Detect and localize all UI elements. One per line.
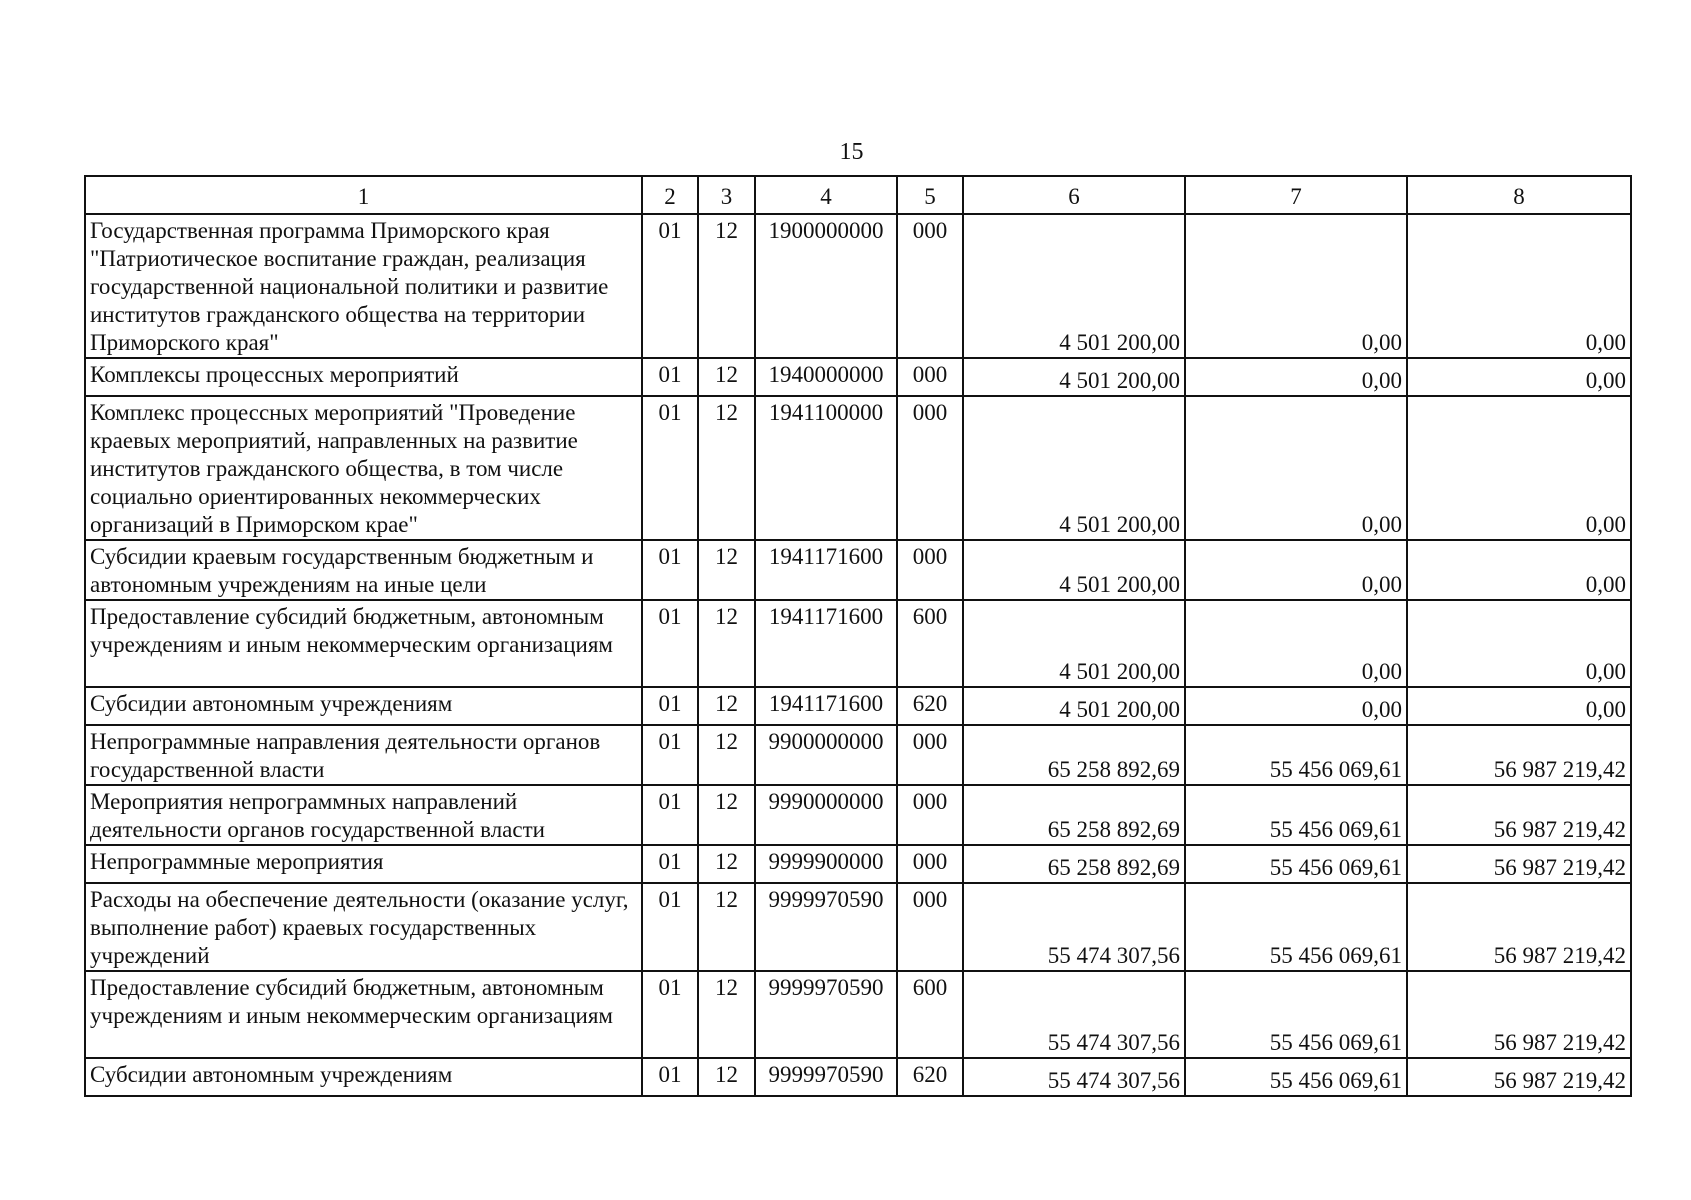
row-name: Предоставление субсидий бюджетным, автономным учреждениям и иным некоммерческим организациям [85, 600, 642, 687]
amount-col-6: 65 258 892,69 [963, 845, 1185, 883]
row-name: Государственная программа Приморского края "Патриотическое воспитание граждан, реализация государственной национальной политики и развитие институтов гражданского общества на территории Приморского края" [85, 214, 642, 358]
column-header-7: 7 [1185, 176, 1407, 214]
table-row [85, 396, 1631, 540]
target-article-code: 1941171600 [755, 540, 897, 600]
row-name: Предоставление субсидий бюджетным, автономным учреждениям и иным некоммерческим организациям [85, 971, 642, 1058]
section-code: 01 [642, 845, 698, 883]
subsection-code: 12 [698, 540, 755, 600]
expense-type-code: 000 [897, 214, 963, 358]
amount-col-7: 0,00 [1185, 687, 1407, 725]
table-row [85, 971, 1631, 1058]
expense-type-code: 600 [897, 971, 963, 1058]
expense-type-code: 620 [897, 687, 963, 725]
subsection-code: 12 [698, 358, 755, 396]
section-code: 01 [642, 396, 698, 540]
column-header-5: 5 [897, 176, 963, 214]
section-code: 01 [642, 600, 698, 687]
section-code: 01 [642, 785, 698, 845]
amount-col-6: 65 258 892,69 [963, 785, 1185, 845]
row-name: Непрограммные мероприятия [85, 845, 642, 883]
section-code: 01 [642, 214, 698, 358]
expense-type-code: 600 [897, 600, 963, 687]
subsection-code: 12 [698, 687, 755, 725]
row-name: Субсидии краевым государственным бюджетным и автономным учреждениям на иные цели [85, 540, 642, 600]
amount-col-7: 0,00 [1185, 540, 1407, 600]
column-header-6: 6 [963, 176, 1185, 214]
table-row [85, 358, 1631, 396]
subsection-code: 12 [698, 883, 755, 971]
table-row [85, 845, 1631, 883]
subsection-code: 12 [698, 845, 755, 883]
subsection-code: 12 [698, 214, 755, 358]
column-header-1: 1 [85, 176, 642, 214]
amount-col-6: 4 501 200,00 [963, 687, 1185, 725]
subsection-code: 12 [698, 971, 755, 1058]
table-row [85, 785, 1631, 845]
amount-col-7: 55 456 069,61 [1185, 971, 1407, 1058]
amount-col-7: 55 456 069,61 [1185, 883, 1407, 971]
expense-type-code: 000 [897, 358, 963, 396]
amount-col-8: 56 987 219,42 [1407, 845, 1631, 883]
amount-col-6: 55 474 307,56 [963, 883, 1185, 971]
amount-col-7: 55 456 069,61 [1185, 845, 1407, 883]
amount-col-7: 55 456 069,61 [1185, 725, 1407, 785]
expense-type-code: 620 [897, 1058, 963, 1096]
row-name: Субсидии автономным учреждениям [85, 687, 642, 725]
column-header-8: 8 [1407, 176, 1631, 214]
header-row [85, 176, 1631, 214]
amount-col-8: 0,00 [1407, 396, 1631, 540]
target-article-code: 9999970590 [755, 971, 897, 1058]
subsection-code: 12 [698, 1058, 755, 1096]
amount-col-8: 0,00 [1407, 358, 1631, 396]
expense-type-code: 000 [897, 785, 963, 845]
subsection-code: 12 [698, 600, 755, 687]
amount-col-7: 0,00 [1185, 214, 1407, 358]
target-article-code: 9999970590 [755, 883, 897, 971]
section-code: 01 [642, 358, 698, 396]
subsection-code: 12 [698, 725, 755, 785]
amount-col-8: 0,00 [1407, 600, 1631, 687]
amount-col-8: 56 987 219,42 [1407, 785, 1631, 845]
amount-col-7: 55 456 069,61 [1185, 1058, 1407, 1096]
amount-col-8: 0,00 [1407, 687, 1631, 725]
subsection-code: 12 [698, 396, 755, 540]
section-code: 01 [642, 540, 698, 600]
table-row [85, 687, 1631, 725]
row-name: Субсидии автономным учреждениям [85, 1058, 642, 1096]
amount-col-8: 56 987 219,42 [1407, 1058, 1631, 1096]
row-name: Комплексы процессных мероприятий [85, 358, 642, 396]
table-row [85, 725, 1631, 785]
amount-col-8: 0,00 [1407, 214, 1631, 358]
column-header-3: 3 [698, 176, 755, 214]
expense-type-code: 000 [897, 845, 963, 883]
expense-type-code: 000 [897, 396, 963, 540]
column-header-4: 4 [755, 176, 897, 214]
target-article-code: 1940000000 [755, 358, 897, 396]
section-code: 01 [642, 725, 698, 785]
amount-col-6: 55 474 307,56 [963, 971, 1185, 1058]
row-name: Комплекс процессных мероприятий "Проведение краевых мероприятий, направленных на развитие институтов гражданского общества, в том числе социально ориентированных некоммерческих организаций в Приморском крае" [85, 396, 642, 540]
amount-col-6: 4 501 200,00 [963, 540, 1185, 600]
amount-col-8: 56 987 219,42 [1407, 725, 1631, 785]
table-row [85, 600, 1631, 687]
amount-col-7: 55 456 069,61 [1185, 785, 1407, 845]
amount-col-6: 4 501 200,00 [963, 358, 1185, 396]
target-article-code: 1941171600 [755, 687, 897, 725]
expense-type-code: 000 [897, 883, 963, 971]
row-name: Непрограммные направления деятельности органов государственной власти [85, 725, 642, 785]
section-code: 01 [642, 971, 698, 1058]
table-row [85, 540, 1631, 600]
amount-col-6: 4 501 200,00 [963, 396, 1185, 540]
target-article-code: 1941100000 [755, 396, 897, 540]
amount-col-8: 56 987 219,42 [1407, 883, 1631, 971]
column-header-2: 2 [642, 176, 698, 214]
target-article-code: 9990000000 [755, 785, 897, 845]
section-code: 01 [642, 1058, 698, 1096]
section-code: 01 [642, 687, 698, 725]
target-article-code: 1900000000 [755, 214, 897, 358]
page-number: 15 [839, 139, 864, 165]
target-article-code: 9999900000 [755, 845, 897, 883]
expense-type-code: 000 [897, 540, 963, 600]
amount-col-8: 56 987 219,42 [1407, 971, 1631, 1058]
amount-col-6: 65 258 892,69 [963, 725, 1185, 785]
amount-col-8: 0,00 [1407, 540, 1631, 600]
section-code: 01 [642, 883, 698, 971]
target-article-code: 9900000000 [755, 725, 897, 785]
table-row [85, 883, 1631, 971]
row-name: Мероприятия непрограммных направлений деятельности органов государственной власти [85, 785, 642, 845]
amount-col-7: 0,00 [1185, 358, 1407, 396]
table-row [85, 214, 1631, 358]
amount-col-7: 0,00 [1185, 600, 1407, 687]
amount-col-7: 0,00 [1185, 396, 1407, 540]
subsection-code: 12 [698, 785, 755, 845]
target-article-code: 9999970590 [755, 1058, 897, 1096]
amount-col-6: 55 474 307,56 [963, 1058, 1185, 1096]
amount-col-6: 4 501 200,00 [963, 600, 1185, 687]
amount-col-6: 4 501 200,00 [963, 214, 1185, 358]
row-name: Расходы на обеспечение деятельности (оказание услуг, выполнение работ) краевых государственных учреждений [85, 883, 642, 971]
budget-table [84, 175, 1632, 1097]
target-article-code: 1941171600 [755, 600, 897, 687]
table-row [85, 1058, 1631, 1096]
expense-type-code: 000 [897, 725, 963, 785]
